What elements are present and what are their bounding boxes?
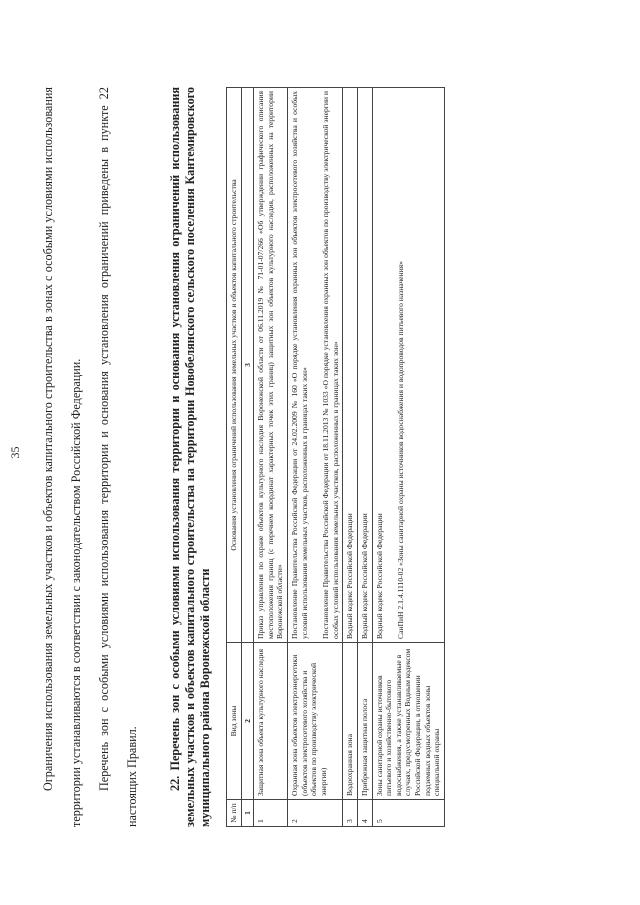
section-heading bbox=[168, 87, 213, 827]
column-number-row bbox=[241, 88, 254, 827]
zone-type: Защитная зона объекта культурного наследия bbox=[254, 643, 288, 800]
zone-type: Прибрежная защитная полоса bbox=[357, 643, 372, 800]
zones-table bbox=[226, 87, 445, 827]
section-title: Перечень зон с особыми условиями использования территории и основания установления ограничений использования земельных участков и объектов капитального строительства на территории Новобелянского сельского поселения Кантемировского муниципального района Воронежской области bbox=[168, 87, 212, 827]
table-row bbox=[372, 88, 444, 827]
column-number: 1 bbox=[241, 800, 254, 827]
column-number: 3 bbox=[241, 88, 254, 643]
basis-document: Водный кодекс Российской Федерации bbox=[359, 513, 369, 639]
header-num: № п/п bbox=[227, 800, 242, 827]
row-number: 2 bbox=[287, 800, 342, 827]
table-row bbox=[343, 88, 358, 827]
basis-document: Постановление Правительства Российской Федерации от 18.11.2013 № 1033 «О порядке установления охранных зон объектов по производству электрической энергии и особых условий использования земельных участков, расположенных в границах таких зон» bbox=[321, 91, 340, 639]
row-number: 3 bbox=[343, 800, 358, 827]
restriction-basis bbox=[343, 88, 358, 643]
intro-text bbox=[34, 87, 146, 827]
restriction-basis bbox=[357, 88, 372, 643]
basis-document: Постановление Правительства Российской Федерации от 24.02.2009 № 160 «О порядке установления охранных зон объектов электросетевого хозяйства и особых условий использования земельных участков, расположенных в границах таких зон» bbox=[289, 91, 309, 639]
page-number: 35 bbox=[8, 446, 22, 459]
zone-type: Зоны санитарной охраны источников питьевого и хозяйственно-бытового водоснабжения, а также устанавливаемые в случаях, предусмотренных Водным кодексом Российской Федерации, в отношении подземных водных объектов зоны специальной охраны bbox=[372, 643, 444, 800]
header-zone: Вид зоны bbox=[227, 643, 242, 800]
table-body bbox=[254, 88, 445, 827]
basis-document: Водный кодекс Российской Федерации bbox=[345, 513, 355, 639]
header-basis: Основания установления ограничений использования земельных участков и объектов капитального строительства bbox=[227, 88, 242, 643]
row-number: 4 bbox=[357, 800, 372, 827]
section-number: 22. bbox=[168, 775, 182, 791]
restriction-basis bbox=[254, 88, 288, 643]
basis-document: Приказ управления по охране объектов культурного наследия Воронежской области от 06.11.2019 № 71-01-07/266 «Об утверждении графического описания местоположения границ (с перечнем координат характерных точек этих границ) защитных зон объектов культурного наследия, расположенных на территории Воронежской области» bbox=[256, 91, 285, 639]
zone-type: Водоохранная зона bbox=[343, 643, 358, 800]
column-number: 2 bbox=[241, 643, 254, 800]
zone-type: Охранная зона объектов электроэнергетики (объектов электросетевого хозяйства и объектов по производству электрической энергии) bbox=[287, 643, 342, 800]
basis-document: СанПиН 2.1.4.1110-02 «Зоны санитарной охраны источников водоснабжения и водопроводов питьевого назначения» bbox=[396, 261, 406, 639]
basis-document: Водный кодекс Российской Федерации bbox=[374, 513, 384, 639]
intro-paragraph: Ограничения использования земельных участков и объектов капитального строительства в зонах с особыми условиями использования территории устанавливаются в соответствии с законодательством Российской Федерации. bbox=[41, 87, 83, 827]
restriction-basis bbox=[372, 88, 444, 643]
intro-paragraph: Перечень зон с особыми условиями использования территории и основания установления ограничений приведены в пункте 22 настоящих Правил. bbox=[97, 87, 139, 827]
row-number: 1 bbox=[254, 800, 288, 827]
table-row bbox=[287, 88, 342, 827]
table-row bbox=[357, 88, 372, 827]
row-number: 5 bbox=[372, 800, 444, 827]
table-header-row bbox=[227, 88, 242, 827]
restriction-basis bbox=[287, 88, 342, 643]
table-row bbox=[254, 88, 288, 827]
